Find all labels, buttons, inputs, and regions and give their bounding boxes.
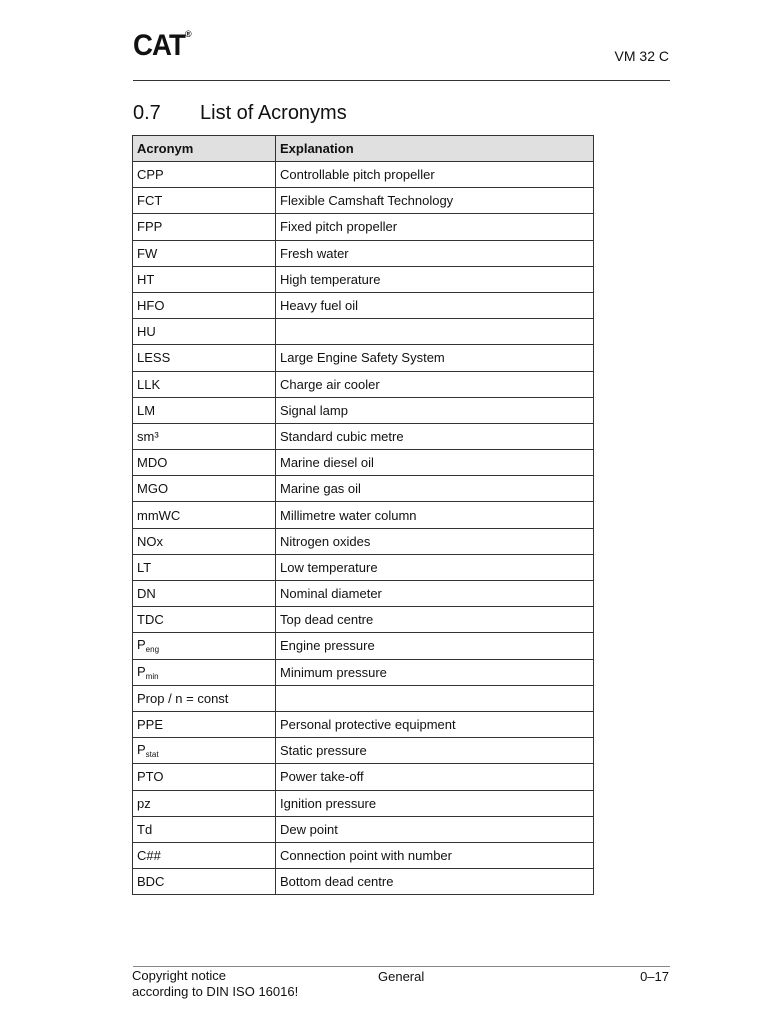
- table-row: [133, 266, 594, 292]
- acronym-text: P: [137, 742, 146, 758]
- acronym-cell: [133, 607, 276, 633]
- acronym-text: NOx: [137, 533, 163, 549]
- explanation-cell: Ignition pressure: [276, 790, 594, 816]
- acronym-text: P: [137, 637, 146, 653]
- table-row: [133, 790, 594, 816]
- acronym-text: CPP: [137, 167, 164, 183]
- acronym-text: TDC: [137, 612, 164, 628]
- table-row: [133, 476, 594, 502]
- acronym-text: MDO: [137, 455, 168, 471]
- column-header-explanation: Explanation: [276, 136, 594, 162]
- explanation-cell: Dew point: [276, 816, 594, 842]
- table-row: [133, 371, 594, 397]
- explanation-cell: Marine gas oil: [276, 476, 594, 502]
- footer-divider: [133, 966, 670, 967]
- explanation-cell: [276, 685, 594, 711]
- section-title-text: List of Acronyms: [200, 102, 347, 124]
- explanation-cell: Charge air cooler: [276, 371, 594, 397]
- explanation-cell: Large Engine Safety System: [276, 345, 594, 371]
- table-row: [133, 659, 594, 685]
- acronym-text: FW: [137, 245, 158, 261]
- explanation-cell: Low temperature: [276, 554, 594, 580]
- acronym-cell: [133, 528, 276, 554]
- acronym-text: P: [137, 663, 146, 679]
- acronym-cell: [133, 738, 276, 764]
- acronym-cell: [133, 581, 276, 607]
- acronym-text: mmWC: [137, 507, 181, 523]
- table-row: [133, 633, 594, 659]
- acronym-text: LM: [137, 402, 156, 418]
- table-header-row: [133, 136, 594, 162]
- explanation-cell: Minimum pressure: [276, 659, 594, 685]
- acronym-text: BDC: [137, 874, 165, 890]
- acronym-text: LT: [137, 559, 152, 575]
- table-row: [133, 188, 594, 214]
- acronym-cell: [133, 476, 276, 502]
- explanation-cell: Millimetre water column: [276, 502, 594, 528]
- acronym-cell: [133, 659, 276, 685]
- explanation-cell: Nitrogen oxides: [276, 528, 594, 554]
- registered-mark: ®: [185, 29, 192, 39]
- table-row: [133, 397, 594, 423]
- table-row: [133, 450, 594, 476]
- copyright-line-2: according to DIN ISO 16016!: [132, 984, 299, 999]
- acronym-text: MGO: [137, 481, 169, 497]
- acronym-cell: [133, 397, 276, 423]
- acronym-cell: [133, 869, 276, 895]
- table-row: [133, 869, 594, 895]
- acronym-cell: [133, 214, 276, 240]
- acronym-cell: [133, 292, 276, 318]
- explanation-cell: Personal protective equipment: [276, 711, 594, 737]
- acronym-cell: [133, 633, 276, 659]
- acronym-table: [132, 135, 594, 895]
- table-row: [133, 554, 594, 580]
- acronym-cell: [133, 266, 276, 292]
- table-row: [133, 319, 594, 345]
- acronym-cell: [133, 345, 276, 371]
- copyright-notice: [132, 968, 298, 1000]
- acronym-text: LESS: [137, 350, 171, 366]
- acronym-text: PPE: [137, 717, 164, 733]
- acronym-cell: [133, 188, 276, 214]
- acronym-text: LLK: [137, 376, 161, 392]
- table-row: [133, 738, 594, 764]
- explanation-cell: Connection point with number: [276, 842, 594, 868]
- acronym-text: sm³: [137, 428, 159, 444]
- acronym-text: pz: [137, 795, 151, 811]
- explanation-cell: Marine diesel oil: [276, 450, 594, 476]
- explanation-cell: Signal lamp: [276, 397, 594, 423]
- table-row: [133, 292, 594, 318]
- table-row: [133, 842, 594, 868]
- explanation-cell: Nominal diameter: [276, 581, 594, 607]
- document-code: VM 32 C: [614, 48, 669, 64]
- logo-wordmark: CAT: [133, 29, 185, 62]
- explanation-cell: Flexible Camshaft Technology: [276, 188, 594, 214]
- explanation-cell: Static pressure: [276, 738, 594, 764]
- table-row: [133, 240, 594, 266]
- acronym-cell: [133, 764, 276, 790]
- table-row: [133, 345, 594, 371]
- acronym-text: DN: [137, 586, 156, 602]
- table-row: [133, 502, 594, 528]
- table-row: [133, 581, 594, 607]
- acronym-cell: [133, 502, 276, 528]
- cat-logo: [133, 29, 192, 62]
- section-heading: [133, 102, 347, 125]
- explanation-cell: Heavy fuel oil: [276, 292, 594, 318]
- table-row: [133, 214, 594, 240]
- explanation-cell: Fresh water: [276, 240, 594, 266]
- acronym-cell: [133, 790, 276, 816]
- header-divider: [133, 80, 670, 81]
- explanation-cell: Power take-off: [276, 764, 594, 790]
- acronym-subscript: min: [145, 671, 159, 681]
- acronym-cell: [133, 816, 276, 842]
- footer-chapter: General: [378, 969, 425, 984]
- table-row: [133, 711, 594, 737]
- acronym-cell: [133, 240, 276, 266]
- explanation-cell: Bottom dead centre: [276, 869, 594, 895]
- copyright-line-1: Copyright notice: [132, 968, 226, 983]
- table-row: [133, 528, 594, 554]
- acronym-cell: [133, 371, 276, 397]
- table-row: [133, 685, 594, 711]
- acronym-subscript: stat: [145, 750, 159, 760]
- page-number: 0–17: [640, 969, 669, 984]
- acronym-text: Prop / n = const: [137, 690, 229, 706]
- acronym-text: PTO: [137, 769, 164, 785]
- acronym-cell: [133, 685, 276, 711]
- explanation-cell: High temperature: [276, 266, 594, 292]
- acronym-cell: [133, 450, 276, 476]
- acronym-text: FCT: [137, 193, 163, 209]
- explanation-cell: Controllable pitch propeller: [276, 162, 594, 188]
- acronym-cell: [133, 319, 276, 345]
- explanation-cell: [276, 319, 594, 345]
- acronym-cell: [133, 554, 276, 580]
- table-row: [133, 764, 594, 790]
- table-row: [133, 423, 594, 449]
- acronym-text: HU: [137, 324, 156, 340]
- acronym-text: FPP: [137, 219, 163, 235]
- acronym-cell: [133, 711, 276, 737]
- acronym-text: HFO: [137, 298, 165, 314]
- acronym-text: C##: [137, 847, 161, 863]
- acronym-text: Td: [137, 821, 153, 837]
- explanation-cell: Standard cubic metre: [276, 423, 594, 449]
- column-header-acronym: Acronym: [133, 136, 276, 162]
- table-row: [133, 607, 594, 633]
- acronym-subscript: eng: [145, 645, 160, 655]
- table-row: [133, 162, 594, 188]
- acronym-cell: [133, 842, 276, 868]
- table-row: [133, 816, 594, 842]
- explanation-cell: Top dead centre: [276, 607, 594, 633]
- explanation-cell: Fixed pitch propeller: [276, 214, 594, 240]
- acronym-cell: [133, 162, 276, 188]
- section-number: 0.7: [133, 102, 161, 124]
- explanation-cell: Engine pressure: [276, 633, 594, 659]
- acronym-cell: [133, 423, 276, 449]
- table-body: [133, 162, 594, 895]
- acronym-text: HT: [137, 271, 155, 287]
